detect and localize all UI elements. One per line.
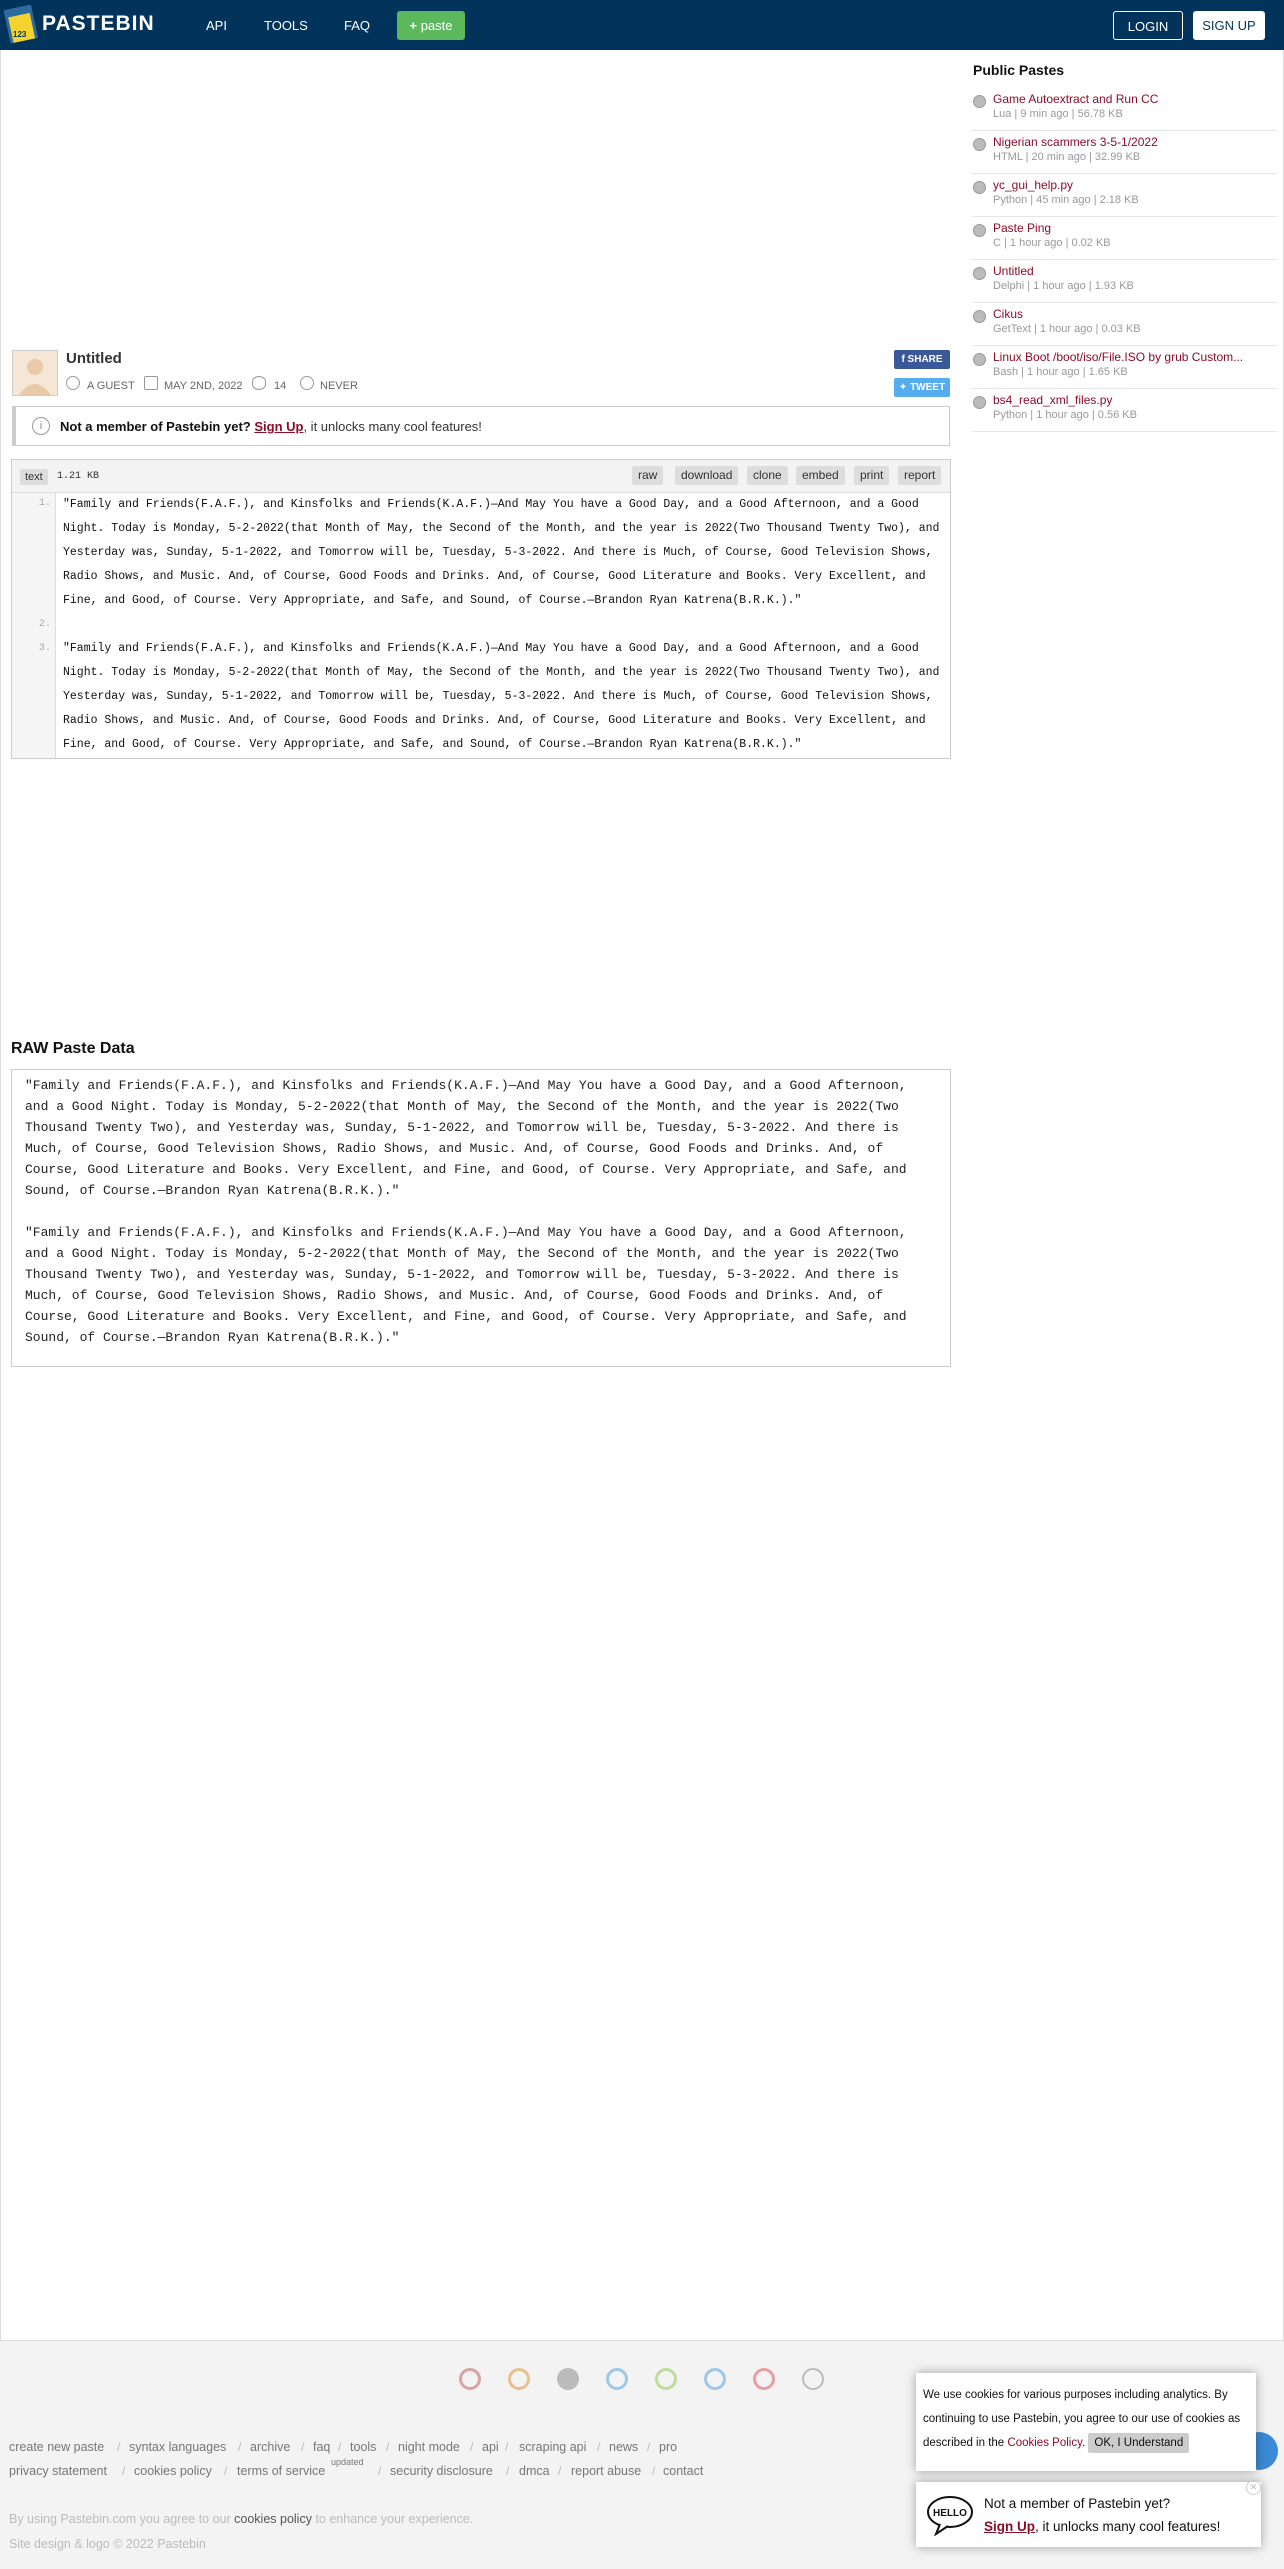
- public-paste-meta: GetText | 1 hour ago | 0.03 KB: [993, 323, 1141, 335]
- mac-icon[interactable]: [704, 2368, 726, 2390]
- footer-separator: /: [506, 2464, 510, 2478]
- clone-button[interactable]: clone: [747, 466, 788, 485]
- footer-report-abuse[interactable]: report abuse: [571, 2464, 642, 2478]
- public-paste-item[interactable]: [972, 91, 1277, 131]
- hello-line-1: Not a member of Pastebin yet?: [984, 2496, 1171, 2511]
- cookie-text: We use cookies for various purposes including analytics. By continuing to use Pastebin, you agree to our use of cookies as described in the Cookies Policy. OK, I Understand: [923, 2383, 1253, 2455]
- signup-promo-popup: [916, 2482, 1261, 2547]
- user-icon: [66, 376, 80, 390]
- public-paste-meta: HTML | 20 min ago | 32.99 KB: [993, 151, 1141, 163]
- footer-tools[interactable]: tools: [350, 2440, 377, 2454]
- public-paste-item[interactable]: [972, 177, 1277, 217]
- footer-separator: /: [652, 2464, 656, 2478]
- nav-tools[interactable]: TOOLS: [264, 18, 308, 33]
- footer-copyright: Site design & logo © 2022 Pastebin: [9, 2537, 206, 2551]
- public-paste-meta: Python | 1 hour ago | 0.56 KB: [993, 409, 1137, 421]
- footer-separator: /: [647, 2440, 651, 2454]
- public-paste-item[interactable]: [972, 349, 1277, 389]
- cookie-ok-button[interactable]: OK, I Understand: [1088, 2433, 1189, 2453]
- eye-icon: [252, 376, 266, 390]
- public-paste-title[interactable]: bs4_read_xml_files.py: [993, 393, 1113, 407]
- footer-pro[interactable]: pro: [659, 2440, 678, 2454]
- hello-rest: , it unlocks many cool features!: [1035, 2519, 1221, 2534]
- code-line: "Family and Friends(F.A.F.), and Kinsfolks and Friends(K.A.F.)—And May You have a Good Day, and a Good Afternoon, and a Good Night. Today is Monday, 5-2-2022(that Month of May, the Second of the Month, and the year is 2022(Two Thousand Twenty Two), and Yesterday was, Sunday, 5-1-2022, and Tomorrow will be, Tuesday, 5-3-2022. And there is Much, of Course, Good Television Shows, Radio Shows, and Music. And, of Course, Good Foods and Drinks. And, of Course, Good Literature and Books. Very Excellent, and Fine, and Good, of Course. Very Appropriate, and Safe, and Sound, of Course.—Brandon Ryan Katrena(B.R.K.).": [63, 642, 947, 751]
- embed-button[interactable]: embed: [796, 466, 845, 485]
- raw-button[interactable]: raw: [632, 466, 663, 485]
- code-viewer: [11, 459, 951, 759]
- public-paste-item[interactable]: [972, 220, 1277, 260]
- paste-size: 1.21 KB: [57, 471, 100, 482]
- facebook-icon: f: [901, 354, 908, 365]
- fine-post: to enhance your experience.: [315, 2512, 474, 2526]
- line-number: 3.: [38, 643, 51, 654]
- footer-terms-of-service[interactable]: terms of service: [237, 2464, 326, 2478]
- chrome-icon[interactable]: [459, 2368, 481, 2390]
- public-paste-item[interactable]: [972, 392, 1277, 432]
- cookie-consent-popup: [916, 2373, 1256, 2471]
- public-paste-meta: Delphi | 1 hour ago | 1.93 KB: [993, 280, 1134, 292]
- footer-cookies-policy[interactable]: cookies policy: [134, 2464, 212, 2478]
- footer-create-new-paste[interactable]: create new paste: [9, 2440, 105, 2454]
- calendar-icon: [144, 376, 158, 390]
- print-button[interactable]: print: [854, 466, 889, 485]
- raw-data-textarea[interactable]: [11, 1069, 951, 1367]
- cookies-policy-link[interactable]: Cookies Policy: [1007, 2437, 1082, 2449]
- paste-globe-icon: [973, 267, 986, 280]
- paste-author[interactable]: A GUEST: [87, 380, 135, 392]
- footer-night-mode[interactable]: night mode: [398, 2440, 460, 2454]
- site-name[interactable]: PASTEBIN: [42, 12, 155, 35]
- share-label: SHARE: [907, 354, 943, 365]
- public-paste-item[interactable]: [972, 306, 1277, 346]
- public-paste-meta: C | 1 hour ago | 0.02 KB: [993, 237, 1111, 249]
- close-icon[interactable]: ✕: [1246, 2480, 1261, 2495]
- paste-globe-icon: [973, 353, 986, 366]
- footer-updated-sup: updated: [331, 2457, 364, 2467]
- paste-globe-icon: [973, 396, 986, 409]
- svg-text:123: 123: [13, 30, 27, 39]
- firefox-icon[interactable]: [508, 2368, 530, 2390]
- notice-signup-link[interactable]: Sign Up: [254, 419, 304, 434]
- twitter-icon: ✦: [898, 382, 911, 393]
- member-notice: [12, 406, 950, 446]
- nav-api[interactable]: API: [206, 18, 227, 33]
- pale-moon-icon[interactable]: [802, 2368, 824, 2390]
- public-paste-item[interactable]: [972, 134, 1277, 174]
- footer-archive[interactable]: archive: [250, 2440, 291, 2454]
- public-paste-title[interactable]: Cikus: [993, 307, 1024, 321]
- public-paste-meta: Bash | 1 hour ago | 1.65 KB: [993, 366, 1128, 378]
- footer-separator: /: [338, 2440, 342, 2454]
- paste-views: 14: [274, 380, 287, 392]
- raw-paragraph: "Family and Friends(F.A.F.), and Kinsfolks and Friends(K.A.F.)—And May You have a Good Day, and a Good Afternoon, and a Good Night. Today is Monday, 5-2-2022(that Month of May, the Second of the Month, and the year is 2022(Two Thousand Twenty Two), and Yesterday was, Sunday, 5-1-2022, and Tomorrow will be, Tuesday, 5-3-2022. And there is Much, of Course, Good Television Shows, Radio Shows, and Music. And, of Course, Good Foods and Drinks. And, of Course, Good Literature and Books. Very Excellent, and Fine, and Good, of Course. Very Appropriate, and Safe, and Sound, of Course.—Brandon Ryan Katrena(B.R.K.).": [25, 1078, 915, 1198]
- footer-security-disclosure[interactable]: security disclosure: [390, 2464, 493, 2478]
- raw-paragraph: "Family and Friends(F.A.F.), and Kinsfolks and Friends(K.A.F.)—And May You have a Good Day, and a Good Afternoon, and a Good Night. Today is Monday, 5-2-2022(that Month of May, the Second of the Month, and the year is 2022(Two Thousand Twenty Two), and Yesterday was, Sunday, 5-1-2022, and Tomorrow will be, Tuesday, 5-3-2022. And there is Much, of Course, Good Television Shows, Radio Shows, and Music. And, of Course, Good Foods and Drinks. And, of Course, Good Literature and Books. Very Excellent, and Fine, and Good, of Course. Very Appropriate, and Safe, and Sound, of Course.—Brandon Ryan Katrena(B.R.K.).": [25, 1225, 915, 1345]
- paste-expiry: NEVER: [320, 380, 358, 392]
- footer-separator: /: [558, 2464, 562, 2478]
- hello-speech-bubble-icon: [926, 2494, 974, 2536]
- guest-avatar: [12, 350, 58, 396]
- footer-contact[interactable]: contact: [663, 2464, 704, 2478]
- footer-separator: /: [386, 2440, 390, 2454]
- windows-icon[interactable]: [606, 2368, 628, 2390]
- footer-separator: /: [301, 2440, 305, 2454]
- footer-separator: /: [378, 2464, 382, 2478]
- line-number-gutter: [12, 493, 56, 758]
- public-paste-title[interactable]: Untitled: [993, 264, 1034, 278]
- report-button[interactable]: report: [898, 466, 941, 485]
- public-paste-title[interactable]: yc_gui_help.py: [993, 178, 1074, 192]
- nav-faq[interactable]: FAQ: [344, 18, 371, 33]
- public-paste-title[interactable]: Linux Boot /boot/iso/File.ISO by grub Custom...: [993, 350, 1244, 364]
- info-icon: i: [32, 417, 50, 435]
- notice-text: [60, 419, 482, 434]
- hello-line-2: [984, 2519, 1220, 2534]
- public-pastes-heading: Public Pastes: [973, 62, 1065, 78]
- notice-bold: Not a member of Pastebin yet?: [60, 419, 251, 434]
- public-paste-meta: Python | 45 min ago | 2.18 KB: [993, 194, 1139, 206]
- public-paste-title[interactable]: Paste Ping: [993, 221, 1052, 235]
- syntax-tag[interactable]: text: [20, 469, 48, 485]
- footer-separator: /: [470, 2440, 474, 2454]
- footer-cookie-notice: [9, 2512, 473, 2526]
- pastebin-logo-icon[interactable]: [4, 5, 38, 45]
- footer-dmca[interactable]: dmca: [519, 2464, 550, 2478]
- footer-scraping-api[interactable]: scraping api: [519, 2440, 587, 2454]
- public-paste-title[interactable]: Game Autoextract and Run CC: [993, 92, 1159, 106]
- hello-signup-link[interactable]: Sign Up: [984, 2519, 1035, 2534]
- footer-separator: /: [238, 2440, 242, 2454]
- twitter-tweet-button[interactable]: [894, 378, 950, 397]
- footer-news[interactable]: news: [609, 2440, 639, 2454]
- cookie-message: We use cookies for various purposes including analytics. By continuing to use Pastebin, you agree to our use of cookies as described in the: [923, 2389, 1241, 2449]
- footer-cookies-policy-link[interactable]: cookies policy: [234, 2512, 312, 2526]
- footer-privacy-statement[interactable]: privacy statement: [9, 2464, 107, 2478]
- plus-icon: +: [409, 18, 418, 33]
- expiry-clock-icon: [300, 376, 314, 390]
- paste-title: Untitled: [66, 350, 122, 367]
- signup-button[interactable]: SIGN UP: [1193, 11, 1265, 40]
- notice-rest: , it unlocks many cool features!: [303, 419, 482, 434]
- footer-separator: /: [597, 2440, 601, 2454]
- new-paste-button[interactable]: [397, 11, 465, 40]
- public-paste-title[interactable]: Nigerian scammers 3-5-1/2022: [993, 135, 1158, 149]
- footer-separator: /: [117, 2440, 121, 2454]
- opera-icon[interactable]: [753, 2368, 775, 2390]
- top-header: [0, 0, 1284, 50]
- paste-globe-icon: [973, 224, 986, 237]
- tweet-label: TWEET: [910, 382, 946, 393]
- line-number: 1.: [38, 498, 51, 509]
- download-button[interactable]: download: [675, 466, 738, 485]
- android-icon[interactable]: [655, 2368, 677, 2390]
- public-paste-meta: Lua | 9 min ago | 56.78 KB: [993, 108, 1123, 120]
- hello-badge-text: HELLO: [933, 2508, 967, 2519]
- code-line: "Family and Friends(F.A.F.), and Kinsfolks and Friends(K.A.F.)—And May You have a Good Day, and a Good Afternoon, and a Good Night. Today is Monday, 5-2-2022(that Month of May, the Second of the Month, and the year is 2022(Two Thousand Twenty Two), and Yesterday was, Sunday, 5-1-2022, and Tomorrow will be, Tuesday, 5-3-2022. And there is Much, of Course, Good Television Shows, Radio Shows, and Music. And, of Course, Good Foods and Drinks. And, of Course, Good Literature and Books. Very Excellent, and Fine, and Good, of Course. Very Appropriate, and Safe, and Sound, of Course.—Brandon Ryan Katrena(B.R.K.).": [63, 498, 947, 607]
- code-toolbar: [12, 460, 950, 493]
- paste-globe-icon: [973, 181, 986, 194]
- footer-syntax-languages[interactable]: syntax languages: [129, 2440, 227, 2454]
- footer-api[interactable]: api: [482, 2440, 499, 2454]
- paste-globe-icon: [973, 138, 986, 151]
- footer-separator: /: [505, 2440, 509, 2454]
- paste-date: MAY 2ND, 2022: [164, 380, 243, 392]
- paste-label: paste: [420, 18, 453, 33]
- public-paste-item[interactable]: [972, 263, 1277, 303]
- paste-globe-icon: [973, 95, 986, 108]
- footer-faq[interactable]: faq: [313, 2440, 331, 2454]
- footer-separator: /: [122, 2464, 126, 2478]
- facebook-share-button[interactable]: [894, 350, 950, 369]
- line-number: 2.: [38, 619, 51, 630]
- raw-data-heading: RAW Paste Data: [11, 1040, 135, 1057]
- ios-icon[interactable]: [557, 2368, 579, 2390]
- footer-separator: /: [224, 2464, 228, 2478]
- fine-pre: By using Pastebin.com you agree to our: [9, 2512, 231, 2526]
- paste-globe-icon: [973, 310, 986, 323]
- user-silhouette-icon: [13, 351, 57, 395]
- login-button[interactable]: LOGIN: [1113, 11, 1183, 40]
